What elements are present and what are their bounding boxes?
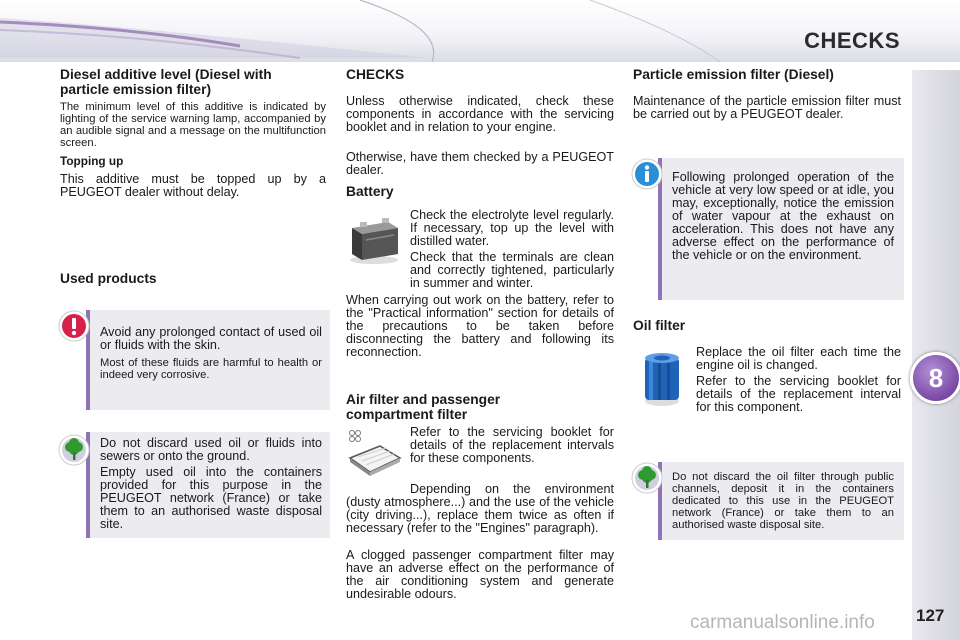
- eco-tree-icon: [58, 434, 90, 466]
- warning-icon: [58, 310, 90, 342]
- watermark: carmanualsonline.info: [690, 612, 875, 633]
- battery-text-2: Check that the terminals are clean and correctly tightened, particularly in summer and winter.: [410, 250, 614, 290]
- page-title: CHECKS: [804, 28, 900, 53]
- air-filter-text-1: Refer to the servicing booklet for details of the replacement intervals for these components.: [410, 425, 614, 465]
- chapter-badge[interactable]: 8: [910, 352, 960, 404]
- info-box: [658, 158, 904, 300]
- oil-filter-heading: Oil filter: [633, 318, 686, 333]
- oil-filter-icon: [640, 348, 684, 408]
- warning-text-1: Avoid any prolonged contact of used oil or fluids with the skin.: [100, 325, 322, 352]
- page-header: [0, 0, 960, 62]
- environment-box-1: [86, 432, 330, 538]
- environment-text-2: Empty used oil into the containers provided for this purpose in the PEUGEOT network (France) or take them to an authorised waste disposal site.: [100, 465, 322, 531]
- warning-box: [86, 310, 330, 410]
- air-filter-text-2: Depending on the environment (dusty atmosphere...) and the use of the vehicle (city driving...), replace them twice as often if necessary (refer to the "Engines" paragraph).: [346, 482, 614, 535]
- air-filter-icon: [346, 428, 402, 484]
- battery-icon: [346, 210, 402, 266]
- checks-heading: CHECKS: [346, 67, 405, 82]
- oil-filter-text-1: Replace the oil filter each time the engine oil is changed.: [696, 345, 901, 372]
- environment-box-2: [658, 462, 904, 540]
- checks-text-1: Unless otherwise indicated, check these components in accordance with the servicing booklet and in relation to your engine.: [346, 94, 614, 134]
- battery-text-3: When carrying out work on the battery, refer to the "Practical information" section for details of the precautions to be taken before disconnecting the battery and following its reconnection.: [346, 293, 614, 359]
- particle-filter-text: Maintenance of the particle emission filter must be carried out by a PEUGEOT dealer.: [633, 94, 901, 121]
- battery-text-1: Check the electrolyte level regularly. If necessary, top up the level with distilled water.: [410, 208, 614, 248]
- warning-text-2: Most of these fluids are harmful to health or indeed very corrosive.: [100, 357, 322, 381]
- diesel-additive-text: The minimum level of this additive is indicated by lighting of the service warning lamp, accompanied by an audible signal and a message on the multifunction screen.: [60, 101, 326, 149]
- checks-text-2: Otherwise, have them checked by a PEUGEOT dealer.: [346, 150, 614, 177]
- oil-filter-text-2: Refer to the servicing booklet for details of the replacement interval for this component.: [696, 374, 901, 414]
- air-filter-heading: Air filter and passenger compartment filter: [346, 392, 501, 422]
- page-number: 127: [916, 606, 945, 625]
- battery-heading: Battery: [346, 184, 394, 199]
- particle-filter-heading: Particle emission filter (Diesel): [633, 67, 834, 82]
- environment-text-1: Do not discard used oil or fluids into sewers or onto the ground.: [100, 436, 322, 463]
- diesel-additive-heading: Diesel additive level (Diesel with particle emission filter): [60, 67, 272, 97]
- environment-oil-text: Do not discard the oil filter through public channels, deposit it in the containers dedicated to this use in the PEUGEOT network (France) or take them to an authorised waste disposal site.: [672, 471, 894, 531]
- air-filter-text-3: A clogged passenger compartment filter may have an adverse effect on the performance of the air conditioning system and generate undesirable odours.: [346, 548, 614, 601]
- used-products-heading: Used products: [60, 271, 157, 286]
- eco-tree-icon-2: [631, 462, 663, 494]
- topping-up-text: This additive must be topped up by a PEUGEOT dealer without delay.: [60, 172, 326, 199]
- topping-up-heading: Topping up: [60, 154, 124, 168]
- info-icon: [631, 158, 663, 190]
- info-text: Following prolonged operation of the vehicle at very low speed or at idle, you may, exceptionally, notice the emission of water vapour at the exhaust on acceleration. This does not have any adverse effect on the performance of the vehicle or on the environment.: [672, 170, 894, 262]
